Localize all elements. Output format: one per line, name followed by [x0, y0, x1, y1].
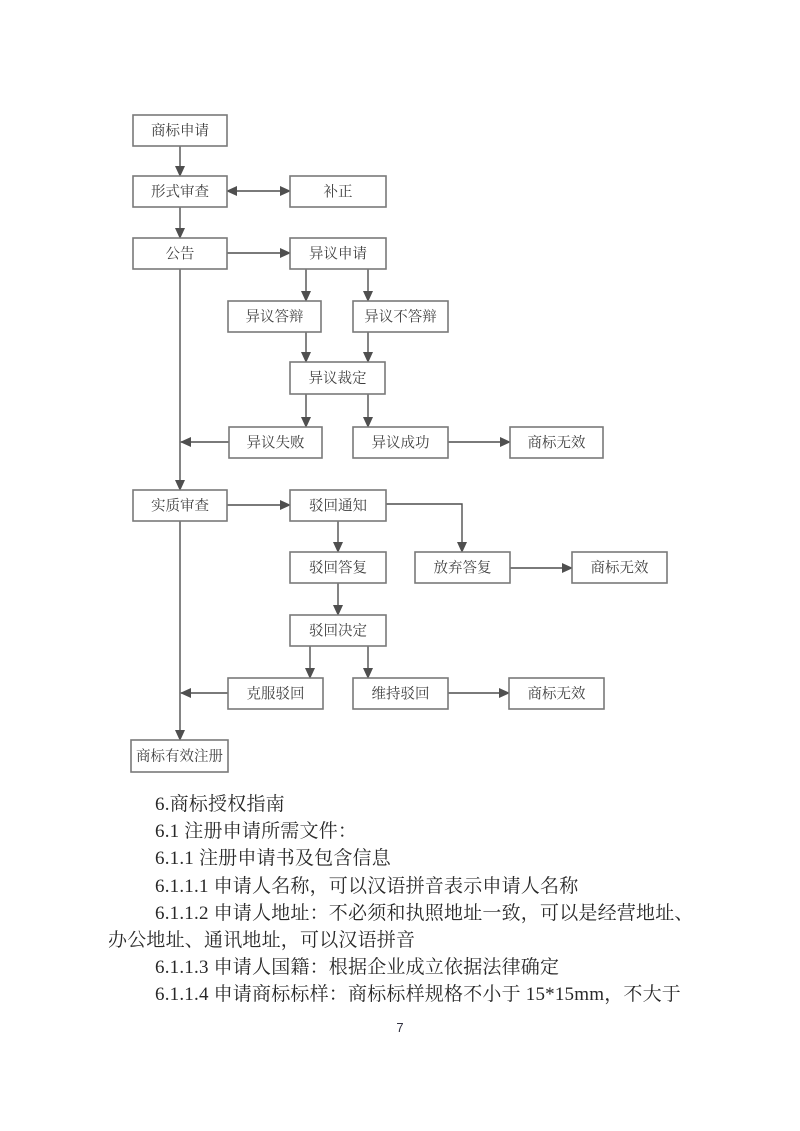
flow-node-rejection-decision	[290, 615, 386, 646]
flow-node-objection-application	[290, 238, 386, 269]
flow-node-abandon-response	[415, 552, 510, 583]
flow-node-rejection-notice	[290, 490, 386, 521]
flow-node-label: 驳回答复	[309, 560, 367, 577]
doc-line: 6.1 注册申请所需文件：	[155, 821, 358, 843]
flow-node-trademark-invalid-2	[572, 552, 667, 583]
flow-node-substantive-examination	[133, 490, 227, 521]
flow-node-label: 维持驳回	[371, 686, 430, 703]
doc-line: 6.1.1.3 申请人国籍：根据企业成立依据法律确定	[155, 957, 560, 979]
flow-node-label: 驳回通知	[309, 498, 367, 515]
flow-node-objection-succeeded	[353, 427, 448, 458]
flow-node-label: 克服驳回	[246, 686, 305, 703]
flow-node-label: 异议失败	[246, 435, 305, 452]
flow-edge	[386, 504, 462, 552]
flow-node-label: 异议成功	[371, 435, 430, 452]
flow-node-overcome-rejection	[228, 678, 323, 709]
doc-line: 6.1.1.4 申请商标标样：商标标样规格不小于 15*15mm，不大于	[155, 984, 682, 1006]
flow-node-announcement	[133, 238, 227, 269]
flow-node-objection-failed	[229, 427, 322, 458]
flow-node-label: 商标有效注册	[136, 748, 223, 765]
flow-node-formal-examination	[133, 176, 227, 207]
flow-node-trademark-invalid-1	[510, 427, 603, 458]
doc-line: 6.1.1.2 申请人地址：不必须和执照地址一致，可以是经营地址、	[155, 902, 694, 924]
doc-line: 办公地址、通讯地址，可以汉语拼音	[108, 929, 416, 951]
doc-line: 6.1.1 注册申请书及包含信息	[155, 848, 391, 870]
doc-line: 6.商标授权指南	[155, 794, 285, 815]
flow-node-label: 异议申请	[309, 246, 367, 263]
flow-node-label: 驳回决定	[309, 623, 367, 640]
flow-node-label: 补正	[323, 184, 353, 201]
flow-node-objection-defense	[228, 301, 321, 332]
flow-node-label: 商标无效	[527, 686, 586, 703]
flow-node-label: 商标申请	[151, 123, 209, 140]
flow-node-trademark-application	[133, 115, 227, 146]
flow-node-label: 公告	[165, 246, 195, 263]
flow-node-label: 商标无效	[527, 435, 586, 452]
flowchart-nodes	[131, 115, 667, 772]
document-body	[108, 791, 708, 1009]
flow-node-maintain-rejection	[353, 678, 448, 709]
flow-node-label: 商标无效	[590, 560, 649, 577]
page-number: 7	[396, 1020, 404, 1035]
flow-node-correction	[290, 176, 386, 207]
flow-node-trademark-invalid-3	[509, 678, 604, 709]
flow-node-label: 形式审查	[151, 184, 209, 201]
doc-line: 6.1.1.1 申请人名称，可以汉语拼音表示申请人名称	[155, 875, 579, 897]
flow-node-label: 异议答辩	[245, 309, 304, 326]
flow-node-valid-registration	[131, 740, 228, 772]
flow-node-label: 实质审查	[151, 498, 209, 515]
flow-node-label: 放弃答复	[433, 560, 492, 577]
flow-node-objection-ruling	[290, 362, 385, 394]
flow-node-rejection-response	[290, 552, 386, 583]
flow-node-label: 异议不答辩	[364, 309, 437, 326]
flow-node-objection-no-defense	[353, 301, 448, 332]
flow-node-label: 异议裁定	[308, 370, 367, 387]
